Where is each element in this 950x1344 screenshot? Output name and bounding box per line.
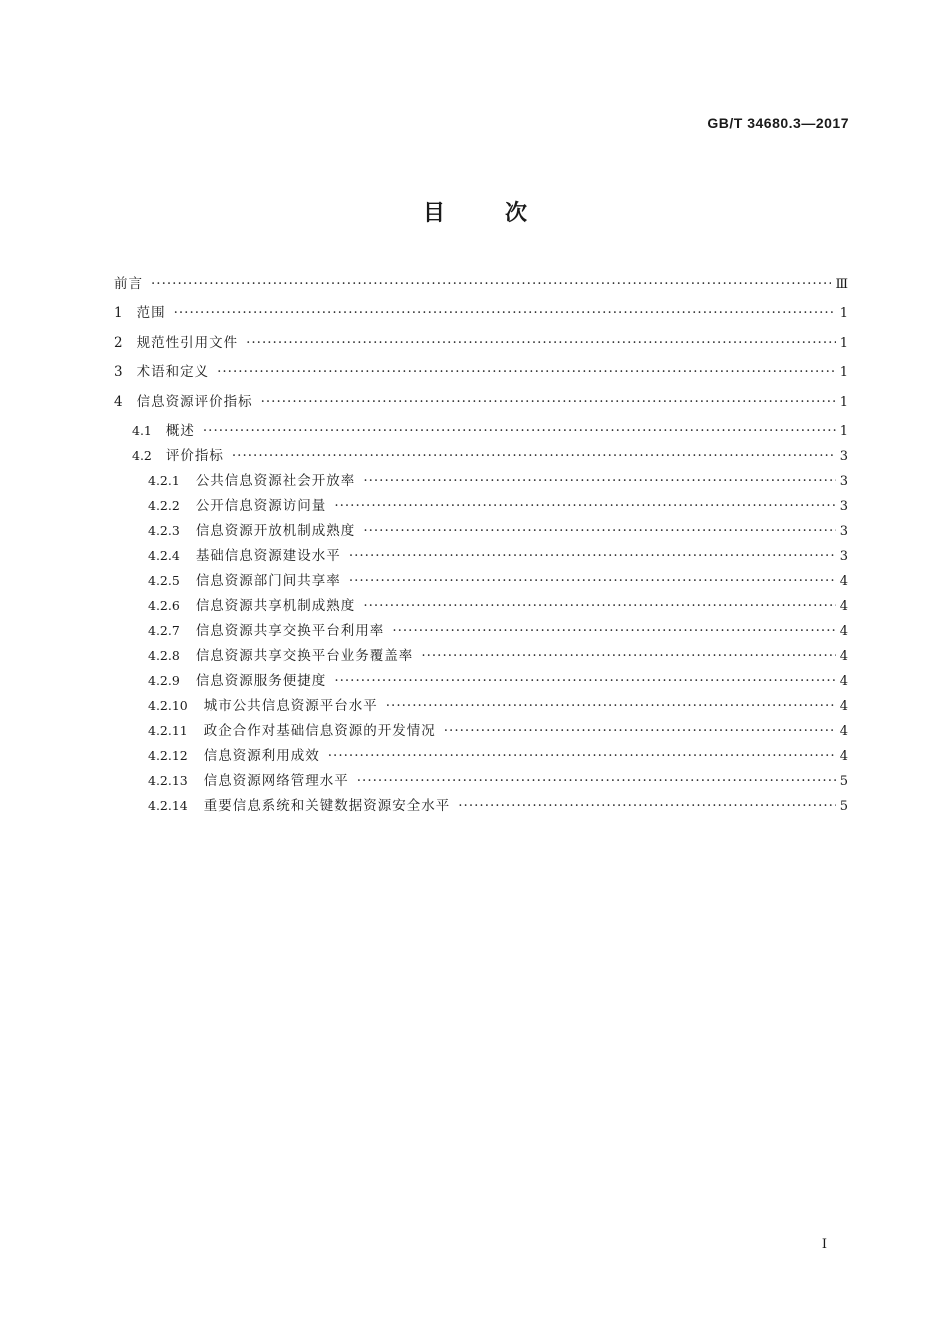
table-of-contents <box>114 272 848 819</box>
toc-entry-page: 1 <box>839 335 848 351</box>
toc-entry[interactable] <box>114 769 848 794</box>
toc-entry[interactable] <box>114 594 848 619</box>
toc-entry-number: 4.2.7 <box>148 623 180 638</box>
standard-number: GB/T 34680.3—2017 <box>707 115 849 131</box>
toc-entry-number: 4.2.12 <box>148 748 188 763</box>
toc-entry[interactable] <box>114 519 848 544</box>
toc-entry[interactable] <box>114 694 848 719</box>
toc-entry-title[interactable]: 信息资源共享机制成熟度 <box>195 598 356 614</box>
toc-leader-dots <box>261 394 836 410</box>
toc-entry[interactable] <box>114 360 848 390</box>
toc-entry-title[interactable]: 规范性引用文件 <box>136 334 239 351</box>
toc-entry-number: 4 <box>114 393 123 410</box>
toc-leader-dots <box>392 623 835 639</box>
toc-entry-number: 4.1 <box>132 423 152 438</box>
toc-entry[interactable] <box>114 619 848 644</box>
toc-entry-page: 4 <box>839 624 848 639</box>
toc-entry-number: 4.2.4 <box>148 548 180 563</box>
toc-entry-title[interactable]: 信息资源网络管理水平 <box>203 773 349 789</box>
toc-leader-dots <box>386 698 836 714</box>
toc-entry-number: 4.2 <box>132 448 152 463</box>
toc-leader-dots <box>232 448 836 464</box>
toc-leader-dots <box>444 723 836 739</box>
toc-entry-page: 3 <box>839 474 848 489</box>
toc-leader-dots <box>246 335 836 351</box>
toc-entry-page: 1 <box>839 306 848 321</box>
toc-leader-dots <box>151 276 831 292</box>
toc-entry[interactable] <box>114 301 848 331</box>
toc-entry-number: 4.2.13 <box>148 773 188 788</box>
toc-leader-dots <box>334 673 835 689</box>
toc-entry-title[interactable]: 信息资源评价指标 <box>136 393 253 410</box>
toc-entry-number: 4.2.11 <box>148 723 188 738</box>
toc-entry-title[interactable]: 公共信息资源社会开放率 <box>195 473 356 489</box>
toc-entry-page: 4 <box>839 674 848 689</box>
toc-entry[interactable] <box>114 744 848 769</box>
toc-entry-number: 4.2.1 <box>148 473 180 488</box>
toc-entry[interactable] <box>114 444 848 469</box>
toc-entry-title[interactable]: 政企合作对基础信息资源的开发情况 <box>203 723 436 739</box>
toc-entry-page: 3 <box>839 524 848 539</box>
toc-entry[interactable] <box>114 469 848 494</box>
toc-entry[interactable] <box>114 719 848 744</box>
toc-entry-page: 4 <box>839 574 848 589</box>
toc-entry-title[interactable]: 范围 <box>136 305 166 321</box>
toc-title <box>0 196 950 227</box>
toc-entry-title[interactable]: 重要信息系统和关键数据资源安全水平 <box>203 798 451 814</box>
toc-entry-page: 5 <box>839 774 848 789</box>
toc-leader-dots <box>421 648 835 664</box>
toc-leader-dots <box>217 364 836 380</box>
toc-entry-page: 4 <box>839 649 848 664</box>
toc-entry-number: 4.2.3 <box>148 523 180 538</box>
toc-leader-dots <box>363 598 835 614</box>
toc-entry-title[interactable]: 信息资源开放机制成熟度 <box>195 523 356 539</box>
toc-entry-page: 1 <box>839 424 848 439</box>
toc-entry[interactable] <box>114 794 848 819</box>
toc-entry-title[interactable]: 概述 <box>165 423 195 439</box>
toc-entry-number: 4.2.10 <box>148 698 188 713</box>
toc-entry-title[interactable]: 公开信息资源访问量 <box>195 498 327 514</box>
toc-entry-title[interactable]: 信息资源共享交换平台业务覆盖率 <box>195 648 414 664</box>
toc-entry-foreword[interactable] <box>114 272 848 301</box>
toc-leader-dots <box>363 523 835 539</box>
toc-entry-number: 4.2.14 <box>148 798 188 813</box>
toc-leader-dots <box>349 573 836 589</box>
toc-entry-page: 4 <box>839 749 848 764</box>
toc-entry-page: 4 <box>839 724 848 739</box>
toc-entry-title[interactable]: 城市公共信息资源平台水平 <box>203 698 378 714</box>
toc-leader-dots <box>458 798 835 814</box>
toc-title-char: 目 <box>422 201 445 226</box>
toc-entry-number: 4.2.8 <box>148 648 180 663</box>
toc-entry-title[interactable]: 术语和定义 <box>136 364 210 380</box>
toc-entry-title[interactable]: 信息资源利用成效 <box>203 748 320 764</box>
toc-entry-title[interactable]: 前言 <box>114 276 143 292</box>
toc-entry-page: Ⅲ <box>835 277 848 292</box>
toc-entry-number: 4.2.9 <box>148 673 180 688</box>
toc-entry-number: 4.2.6 <box>148 598 180 613</box>
toc-entry[interactable] <box>114 544 848 569</box>
toc-leader-dots <box>203 423 836 439</box>
toc-leader-dots <box>334 498 835 514</box>
toc-entry-page: 3 <box>839 449 848 464</box>
toc-entry-page: 1 <box>839 365 848 380</box>
toc-entry-page: 1 <box>839 394 848 410</box>
toc-entry-number: 3 <box>114 364 123 380</box>
toc-entry-number: 2 <box>114 334 123 351</box>
toc-entry-number: 1 <box>114 305 123 321</box>
toc-entry-title[interactable]: 基础信息资源建设水平 <box>195 548 341 564</box>
toc-entry-page: 4 <box>839 599 848 614</box>
toc-entry-title[interactable]: 信息资源服务便捷度 <box>195 673 327 689</box>
toc-title-char: 次 <box>505 201 528 226</box>
toc-entry-number: 4.2.2 <box>148 498 180 513</box>
toc-entry[interactable] <box>114 494 848 519</box>
toc-entry[interactable] <box>114 669 848 694</box>
toc-entry[interactable] <box>114 569 848 594</box>
page-number: Ⅰ <box>821 1237 827 1252</box>
toc-entry[interactable] <box>114 331 848 361</box>
toc-leader-dots <box>174 305 836 321</box>
toc-leader-dots <box>357 773 836 789</box>
toc-entry[interactable] <box>114 644 848 669</box>
toc-entry-page: 3 <box>839 549 848 564</box>
toc-leader-dots <box>363 473 835 489</box>
toc-entry-page: 3 <box>839 499 848 514</box>
toc-entry-page: 5 <box>839 799 848 814</box>
toc-entry-title[interactable]: 信息资源共享交换平台利用率 <box>195 623 385 639</box>
toc-entry-title[interactable]: 信息资源部门间共享率 <box>195 573 341 589</box>
toc-entry[interactable] <box>114 419 848 444</box>
toc-entry[interactable] <box>114 390 848 420</box>
toc-leader-dots <box>349 548 836 564</box>
toc-entry-number: 4.2.5 <box>148 573 180 588</box>
toc-leader-dots <box>328 748 836 764</box>
toc-entry-page: 4 <box>839 699 848 714</box>
toc-entry-title[interactable]: 评价指标 <box>165 448 224 464</box>
